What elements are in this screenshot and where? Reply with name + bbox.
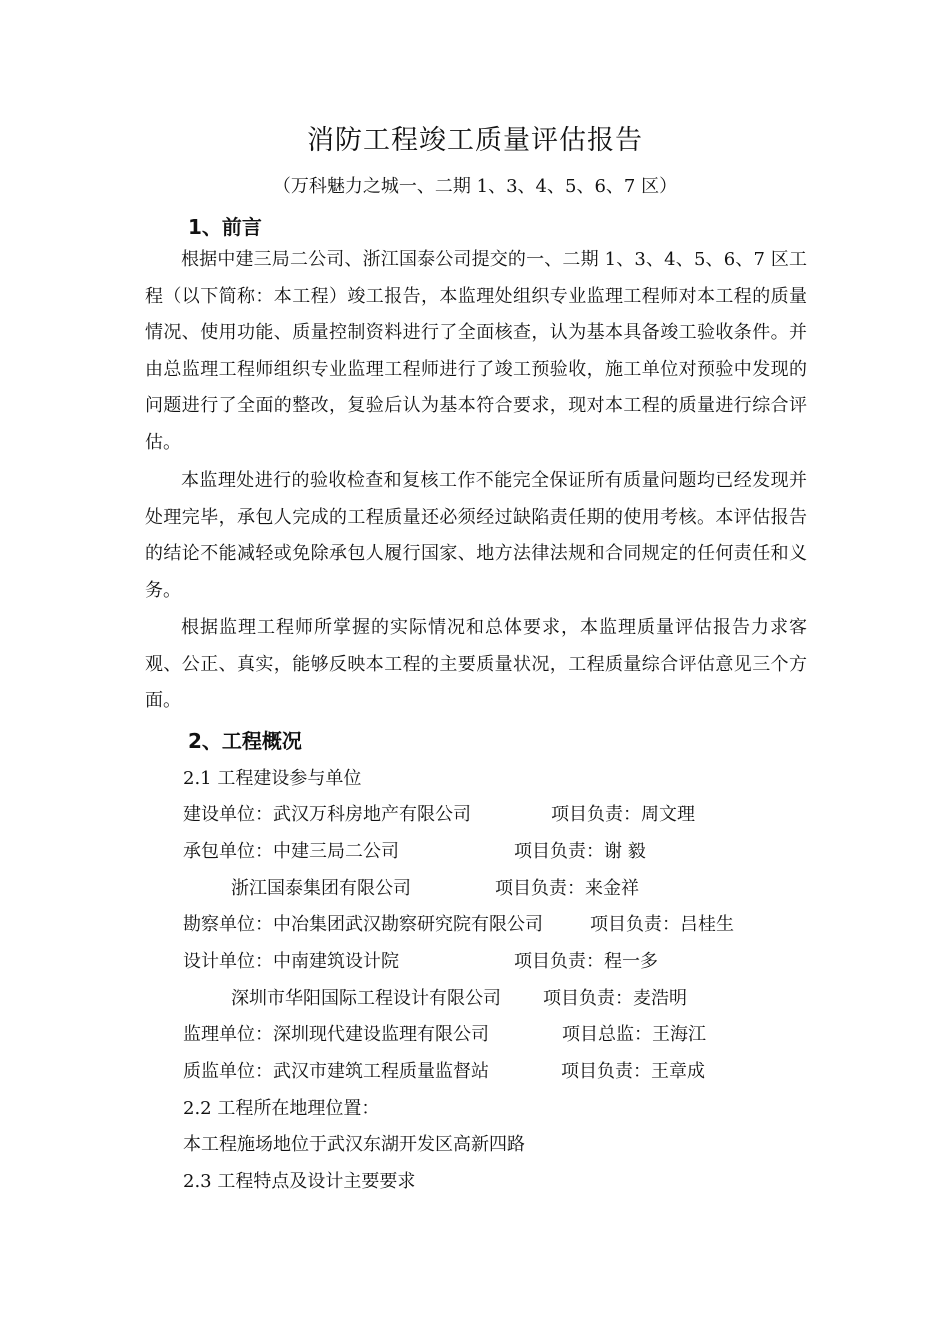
unit-person-contractor-2: 项目负责：来金祥 bbox=[495, 878, 639, 899]
unit-person-contractor: 项目负责：谢 毅 bbox=[514, 841, 646, 862]
unit-person-design: 项目负责：程一多 bbox=[514, 951, 658, 972]
unit-org-survey: 勘察单位：中冶集团武汉勘察研究院有限公司 bbox=[183, 914, 543, 935]
section-1-paragraph-1: 根据中建三局二公司、浙江国泰公司提交的一、二期 1、3、4、5、6、7 区工程（以下简称：本工程）竣工报告，本监理处组织专业监理工程师对本工程的质量情况、使用功能、质量控制资料进行了全面核查，认为基本具备竣工验收条件。并由总监理工程师组织专业监理工程师进行了竣工预验收，施工单位对预验中发现的问题进行了全面的整改，复验后认为基本符合要求，现对本工程的质量进行综合评估。 bbox=[145, 249, 807, 453]
unit-person-design-2: 项目负责：麦浩明 bbox=[543, 988, 687, 1009]
subsection-2-1-heading: 2.1 工程建设参与单位 bbox=[183, 768, 362, 789]
section-1-paragraph-3: 根据监理工程师所掌握的实际情况和总体要求，本监理质量评估报告力求客观、公正、真实，能够反映本工程的主要质量状况，工程质量综合评估意见三个方面。 bbox=[145, 617, 807, 712]
unit-org-construction: 建设单位：武汉万科房地产有限公司 bbox=[183, 804, 471, 825]
location-text: 本工程施场地位于武汉东湖开发区高新四路 bbox=[183, 1134, 525, 1155]
section-1-paragraph-2: 本监理处进行的验收检查和复核工作不能完全保证所有质量问题均已经发现并处理完毕，承包人完成的工程质量还必须经过缺陷责任期的使用考核。本评估报告的结论不能减轻或免除承包人履行国家、地方法律法规和合同规定的任何责任和义务。 bbox=[145, 470, 807, 601]
unit-org-contractor-2: 浙江国泰集团有限公司 bbox=[231, 878, 411, 899]
unit-person-construction: 项目负责：周文理 bbox=[551, 804, 695, 825]
document-subtitle: （万科魅力之城一、二期 1、3、4、5、6、7 区） bbox=[272, 176, 678, 197]
unit-org-design-2: 深圳市华阳国际工程设计有限公司 bbox=[231, 988, 501, 1009]
unit-org-design: 设计单位：中南建筑设计院 bbox=[183, 951, 399, 972]
unit-person-supervision: 项目总监：王海江 bbox=[562, 1024, 706, 1045]
section-1-heading: 1、前言 bbox=[188, 215, 262, 239]
document-title: 消防工程竣工质量评估报告 bbox=[307, 125, 643, 156]
unit-org-contractor: 承包单位：中建三局二公司 bbox=[183, 841, 399, 862]
unit-org-supervision: 监理单位：深圳现代建设监理有限公司 bbox=[183, 1024, 489, 1045]
section-2-heading: 2、工程概况 bbox=[188, 729, 302, 753]
subsection-2-3-heading: 2.3 工程特点及设计主要要求 bbox=[183, 1171, 416, 1192]
subsection-2-2-heading: 2.2 工程所在地理位置： bbox=[183, 1098, 380, 1119]
unit-person-quality: 项目负责：王章成 bbox=[561, 1061, 705, 1082]
unit-person-survey: 项目负责：吕桂生 bbox=[590, 914, 734, 935]
unit-org-quality: 质监单位：武汉市建筑工程质量监督站 bbox=[183, 1061, 489, 1082]
